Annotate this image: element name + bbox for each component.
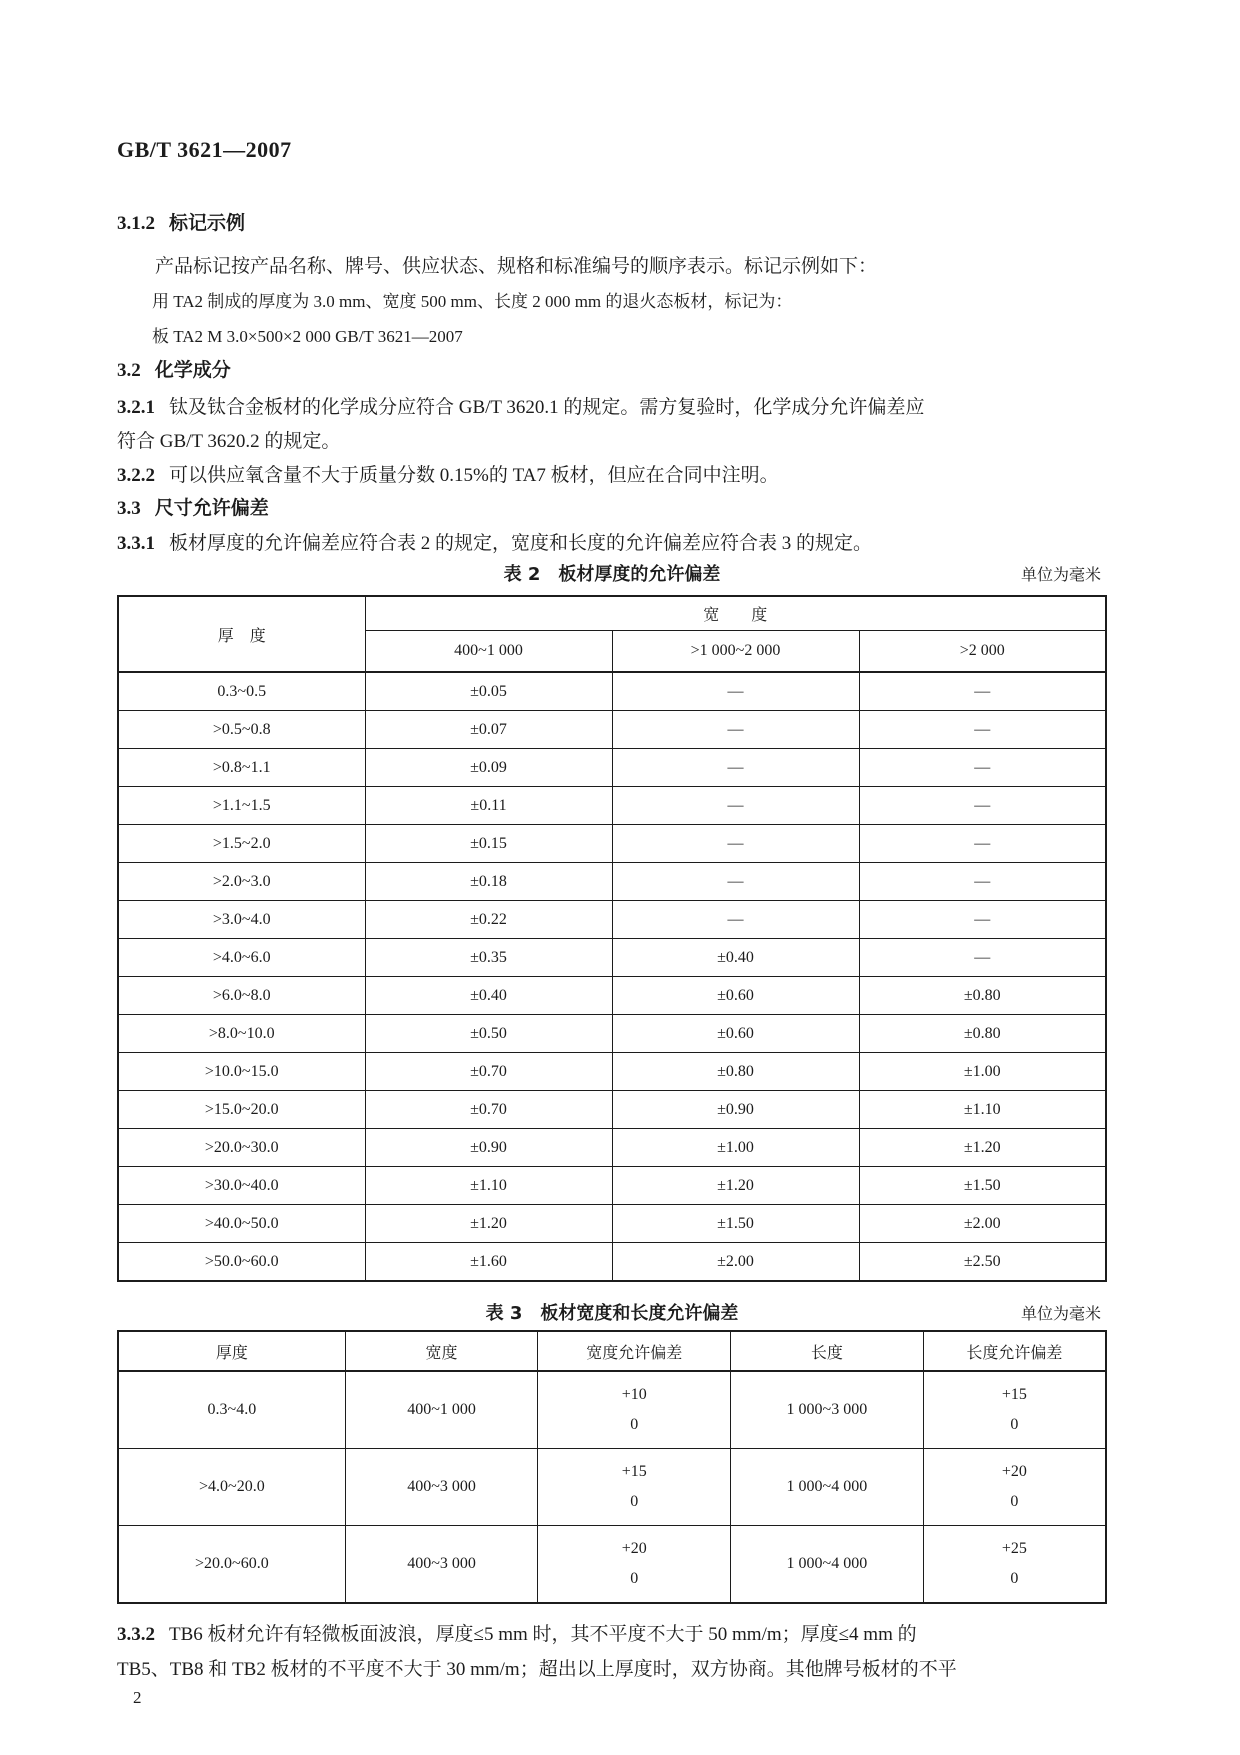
clause-text: 板材厚度的允许偏差应符合表 2 的规定，宽度和长度的允许偏差应符合表 3 的规定。 [169, 533, 873, 554]
section-number: 3.3 [117, 498, 141, 519]
table2-caption: 表 2 板材厚度的允许偏差 [503, 564, 721, 585]
clause-number: 3.2.2 [117, 465, 155, 486]
table-cell: — [859, 749, 1106, 787]
table-cell: >20.0~60.0 [118, 1526, 345, 1604]
table-cell: ±1.10 [859, 1091, 1106, 1129]
table-cell: >40.0~50.0 [118, 1205, 365, 1243]
column-header: 宽度允许偏差 [538, 1331, 731, 1371]
table-cell: ±0.90 [612, 1091, 859, 1129]
table-cell: +20 0 [923, 1449, 1106, 1526]
table-cell: ±2.00 [612, 1243, 859, 1282]
clause-number: 3.2.1 [117, 397, 155, 418]
paragraph-3-2-1-line1 [117, 394, 1107, 421]
table-cell: — [612, 672, 859, 711]
table-cell: ±1.00 [859, 1053, 1106, 1091]
column-header-width-range: >2 000 [859, 631, 1106, 673]
paragraph-3-3-1 [117, 530, 1107, 557]
table-cell: 0.3~4.0 [118, 1371, 345, 1449]
clause-number: 3.3.1 [117, 533, 155, 554]
thickness-tolerance-table [117, 595, 1107, 1282]
paragraph-3-2-1-line2: 符合 GB/T 3620.2 的规定。 [117, 431, 341, 452]
table3-caption-row [117, 1301, 1107, 1327]
page-number: 2 [133, 1688, 142, 1707]
table3-unit-note: 单位为毫米 [1020, 1306, 1101, 1323]
table-cell: — [612, 711, 859, 749]
table-cell: >6.0~8.0 [118, 977, 365, 1015]
table-cell: ±1.20 [859, 1129, 1106, 1167]
table-cell: ±2.00 [859, 1205, 1106, 1243]
table-cell: ±0.05 [365, 672, 612, 711]
table-cell: >0.8~1.1 [118, 749, 365, 787]
table-cell: ±1.50 [612, 1205, 859, 1243]
table-cell: — [859, 825, 1106, 863]
table-cell: ±1.50 [859, 1167, 1106, 1205]
table-row [118, 825, 1106, 863]
table-cell: ±0.22 [365, 901, 612, 939]
table-cell: — [612, 863, 859, 901]
table-cell: >3.0~4.0 [118, 901, 365, 939]
table-cell: +20 0 [538, 1526, 731, 1604]
table-cell: ±1.60 [365, 1243, 612, 1282]
column-header: 长度允许偏差 [923, 1331, 1106, 1371]
clause-text: 钛及钛合金板材的化学成分应符合 GB/T 3620.1 的规定。需方复验时，化学成分允许偏差应 [169, 397, 925, 418]
table-cell: — [612, 901, 859, 939]
table2-unit-note: 单位为毫米 [1020, 567, 1101, 584]
table-cell: ±0.60 [612, 1015, 859, 1053]
table-cell: >15.0~20.0 [118, 1091, 365, 1129]
table-cell: ±0.70 [365, 1053, 612, 1091]
table-cell: +15 0 [538, 1449, 731, 1526]
table-row [118, 1091, 1106, 1129]
table-cell: ±0.09 [365, 749, 612, 787]
table-cell: ±1.20 [365, 1205, 612, 1243]
table-cell: >4.0~6.0 [118, 939, 365, 977]
table-cell: — [859, 939, 1106, 977]
table-row [118, 711, 1106, 749]
table-cell: ±0.40 [612, 939, 859, 977]
table-cell: ±0.35 [365, 939, 612, 977]
table-cell: ±0.80 [859, 1015, 1106, 1053]
table-cell: 1 000~3 000 [731, 1371, 924, 1449]
table-cell: ±0.60 [612, 977, 859, 1015]
table-row [118, 672, 1106, 711]
table-cell: — [859, 672, 1106, 711]
table-cell: ±0.11 [365, 787, 612, 825]
table-cell: 1 000~4 000 [731, 1526, 924, 1604]
table-row [118, 1449, 1106, 1526]
table-cell: — [859, 863, 1106, 901]
table-cell: ±0.40 [365, 977, 612, 1015]
table-cell: +25 0 [923, 1526, 1106, 1604]
column-header-width-group: 宽 度 [365, 596, 1106, 631]
table-cell: ±1.10 [365, 1167, 612, 1205]
table-cell: — [859, 901, 1106, 939]
table-row [118, 787, 1106, 825]
column-header: 厚度 [118, 1331, 345, 1371]
table-cell: >20.0~30.0 [118, 1129, 365, 1167]
table-cell: +15 0 [923, 1371, 1106, 1449]
table-cell: ±0.80 [859, 977, 1106, 1015]
table-cell: ±0.07 [365, 711, 612, 749]
table-cell: ±0.70 [365, 1091, 612, 1129]
table-cell: ±0.50 [365, 1015, 612, 1053]
clause-text: 可以供应氧含量不大于质量分数 0.15%的 TA7 板材，但应在合同中注明。 [169, 465, 779, 486]
table3-header [118, 1331, 1106, 1371]
clause-number: 3.3.2 [117, 1624, 155, 1645]
table-row [118, 1371, 1106, 1449]
section-number: 3.2 [117, 360, 141, 381]
section-number: 3.1.2 [117, 213, 155, 234]
table-cell: ±1.20 [612, 1167, 859, 1205]
table-cell: ±0.15 [365, 825, 612, 863]
table-row [118, 1015, 1106, 1053]
table-cell: >10.0~15.0 [118, 1053, 365, 1091]
table-cell: 400~3 000 [345, 1526, 538, 1604]
paragraph-3-3-2-line1 [117, 1621, 1107, 1648]
table-cell: 0.3~0.5 [118, 672, 365, 711]
table-cell: ±0.18 [365, 863, 612, 901]
table-cell: >30.0~40.0 [118, 1167, 365, 1205]
table-row [118, 863, 1106, 901]
table-row [118, 977, 1106, 1015]
table3-caption: 表 3 板材宽度和长度允许偏差 [485, 1303, 739, 1324]
table-row [118, 901, 1106, 939]
section-title: 标记示例 [169, 212, 246, 234]
column-header: 长度 [731, 1331, 924, 1371]
table-row [118, 1167, 1106, 1205]
table-cell: — [612, 825, 859, 863]
table-row [118, 749, 1106, 787]
table-cell: ±1.00 [612, 1129, 859, 1167]
table-cell: ±0.90 [365, 1129, 612, 1167]
table-cell: — [859, 787, 1106, 825]
table-cell: >2.0~3.0 [118, 863, 365, 901]
table-row [118, 1526, 1106, 1604]
table-cell: — [612, 749, 859, 787]
table-cell: >1.5~2.0 [118, 825, 365, 863]
table-cell: >4.0~20.0 [118, 1449, 345, 1526]
table-cell: 400~3 000 [345, 1449, 538, 1526]
table-cell: +10 0 [538, 1371, 731, 1449]
column-header-width-range: >1 000~2 000 [612, 631, 859, 673]
clause-text: TB6 板材允许有轻微板面波浪，厚度≤5 mm 时，其不平度不大于 50 mm/m；厚度≤4 mm 的 [169, 1624, 917, 1645]
paragraph-3-2-2 [117, 462, 1107, 489]
section-title: 尺寸允许偏差 [154, 497, 269, 519]
table-row [118, 1129, 1106, 1167]
table-cell: >1.1~1.5 [118, 787, 365, 825]
table-row [118, 1243, 1106, 1282]
table-cell: ±0.80 [612, 1053, 859, 1091]
table-cell: >50.0~60.0 [118, 1243, 365, 1282]
table-row [118, 1205, 1106, 1243]
paragraph-marking-example: 用 TA2 制成的厚度为 3.0 mm、宽度 500 mm、长度 2 000 mm 的退火态板材，标记为： [152, 292, 793, 311]
paragraph-marking-description: 产品标记按产品名称、牌号、供应状态、规格和标准编号的顺序表示。标记示例如下： [155, 256, 878, 277]
table-cell: 1 000~4 000 [731, 1449, 924, 1526]
table-cell: >0.5~0.8 [118, 711, 365, 749]
column-header-width-range: 400~1 000 [365, 631, 612, 673]
section-title: 化学成分 [154, 359, 231, 381]
paragraph-3-3-2-line2: TB5、TB8 和 TB2 板材的不平度不大于 30 mm/m；超出以上厚度时，双方协商。其他牌号板材的不平 [117, 1659, 957, 1680]
table-cell: 400~1 000 [345, 1371, 538, 1449]
table-row [118, 939, 1106, 977]
column-header: 宽度 [345, 1331, 538, 1371]
doc-code: GB/T 3621—2007 [117, 137, 292, 162]
table2-header [118, 596, 1106, 672]
section-heading-3-2 [117, 357, 1107, 384]
table-cell: >8.0~10.0 [118, 1015, 365, 1053]
width-length-tolerance-table [117, 1330, 1107, 1604]
section-heading-3-3 [117, 495, 1107, 522]
table2-caption-row [117, 562, 1107, 588]
section-heading-3-1-2 [117, 210, 1107, 237]
table-row [118, 1053, 1106, 1091]
table-cell: — [859, 711, 1106, 749]
table-cell: — [612, 787, 859, 825]
table-cell: ±2.50 [859, 1243, 1106, 1282]
paragraph-marking-notation: 板 TA2 M 3.0×500×2 000 GB/T 3621—2007 [152, 327, 463, 346]
column-header-thickness: 厚 度 [118, 596, 365, 672]
